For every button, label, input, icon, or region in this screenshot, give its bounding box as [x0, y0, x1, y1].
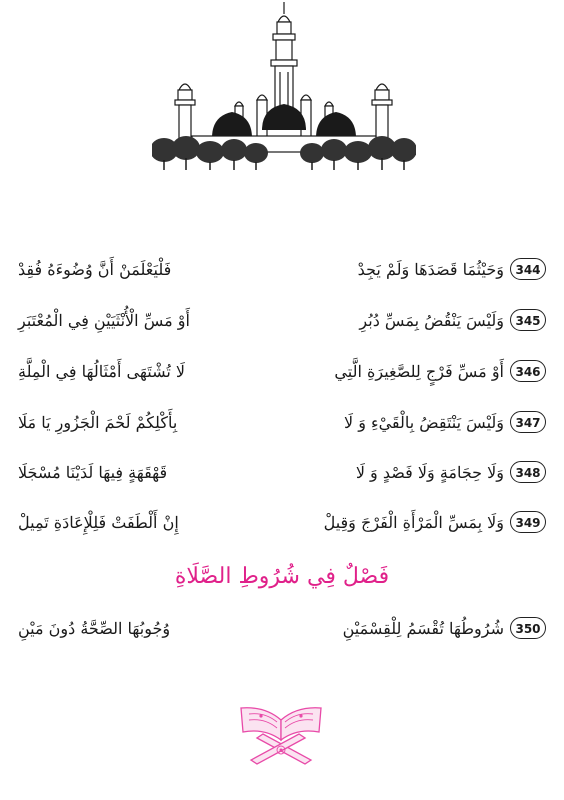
verse-second-hemistich: قَهْقَهَةٍ فِيهَا لَدَيْنَا مُسْجَلَا	[18, 463, 168, 482]
chapter-title: فَصْلٌ فِي شُرُوطِ الصَّلَاةِ	[174, 564, 390, 589]
verse-second-hemistich: لَا تُشْتَهَى أَمْثَالُهَا فِي الْمِلَّةِ	[18, 362, 186, 381]
verse-first-hemistich: وَلَيْسَ يَنْتَقِضُ بِالْقَيْءِ وَ لَا	[344, 413, 504, 432]
verse-row	[0, 255, 564, 285]
verse-second-hemistich: إِنْ أَلْطَفَتْ فَلِلْإِعَادَةِ تَمِيلْ	[18, 513, 179, 532]
verse-second-hemistich: بِأَكْلِكُمْ لَحْمَ الْجَزُورِ يَا مَلَا	[18, 413, 178, 432]
verse-row	[0, 408, 564, 438]
verse-row	[0, 458, 564, 488]
mosque-illustration-icon	[152, 0, 416, 176]
verse-number-badge: 348	[510, 461, 546, 483]
verse-row	[0, 306, 564, 336]
verse-number-badge: 346	[510, 360, 546, 382]
verse-second-hemistich: وُجُوبُهَا الصِّحَّةُ دُونَ مَيْنِ	[18, 619, 171, 638]
verse-row	[0, 508, 564, 538]
verse-first-hemistich: شُرُوطُهَا تُقْسَمُ لِلْقِسْمَيْنِ	[342, 619, 504, 638]
verse-first-hemistich: وَلَيْسَ يَنْقُضُ بِمَسِّ دُبُرِ	[359, 311, 504, 330]
verse-first-hemistich: وَلَا حِجَامَةٍ وَلَا فَصْدٍ وَ لَا	[355, 463, 504, 482]
verse-row	[0, 357, 564, 387]
verse-row	[0, 614, 564, 644]
verse-number-badge: 347	[510, 411, 546, 433]
verse-number-badge: 350	[510, 617, 546, 639]
quran-stand-icon	[235, 694, 327, 768]
verse-number-badge: 345	[510, 309, 546, 331]
verse-first-hemistich: وَحَيْثُمَا قَصَدَهَا وَلَمْ يَجِدْ	[357, 260, 504, 279]
verse-second-hemistich: فَلْيَعْلَمَنْ أَنَّ وُضُوءَهُ فُقِدْ	[18, 260, 172, 279]
verse-first-hemistich: وَلَا بِمَسِّ الْمَرْأَةِ الْفَرْجَ وَقِيلْ	[323, 513, 504, 532]
verse-number-badge: 349	[510, 511, 546, 533]
verse-first-hemistich: أَوْ مَسِّ فَرْجٍ لِلصَّغِيرَةِ الَّتِي	[334, 362, 504, 381]
verse-number-badge: 344	[510, 258, 546, 280]
verse-second-hemistich: أَوْ مَسِّ الْأُنْثَيَيْنِ فِي الْمُعْتَبَرِ	[18, 311, 190, 330]
